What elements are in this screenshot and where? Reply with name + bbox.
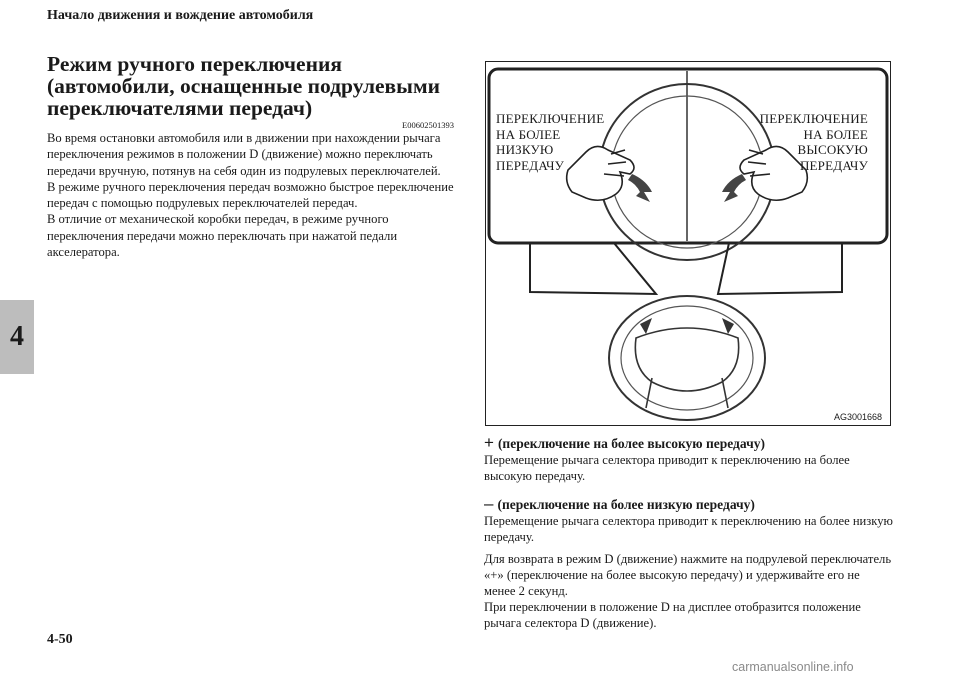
chapter-number: 4 [10, 321, 24, 352]
upshift-heading [484, 433, 765, 453]
downshift-label-line: ПЕРЕДАЧУ [496, 157, 565, 173]
chapter-tab [0, 300, 34, 374]
minus-symbol: – [484, 494, 494, 513]
notes-block [484, 551, 894, 631]
figure-code: AG3001668 [833, 412, 882, 422]
downshift-heading [484, 494, 755, 514]
section-code: E00602501393 [402, 120, 454, 130]
body-paragraph: В отличие от механической коробки передач, в режиме ручного переключения передачи можно переключать при нажатой педали акселератора. [47, 212, 398, 260]
page-number: 4-50 [47, 632, 73, 647]
wheel-spokes [646, 378, 728, 408]
wheel-rim-small-inner [621, 306, 753, 410]
right-arrow-icon [722, 174, 746, 202]
section-title: Режим ручного переключения (автомобили, оснащенные подрулевыми переключателями передач) [47, 52, 440, 120]
upshift-label-line: ПЕРЕКЛЮЧЕНИЕ [759, 111, 868, 126]
downshift-label-line: ПЕРЕКЛЮЧЕНИЕ [496, 111, 605, 126]
note-paragraph: Для возврата в режим D (движение) нажмите на подрулевой переключатель «+» (переключение на более высокую передачу) и удерживайте его не менее 2 секунд. [484, 552, 892, 598]
downshift-label [496, 111, 604, 173]
upshift-label-line: ПЕРЕДАЧУ [799, 157, 868, 173]
downshift-text: Перемещение рычага селектора приводит к переключению на более низкую передачу. [484, 514, 893, 544]
note-paragraph: При переключении в положение D на дисплее отобразится положение рычага селектора D (движение). [484, 600, 861, 630]
downshift-title: (переключение на более низкую передачу) [497, 497, 755, 512]
upshift-label [760, 111, 868, 173]
downshift-label-line: НА БОЛЕЕ [496, 126, 561, 142]
section-body [47, 130, 459, 260]
plus-symbol: + [484, 433, 494, 452]
body-paragraph: Во время остановки автомобиля или в движении при нахождении рычага переключения режимов в положении D (движение) можно переключать передачи вручную, потянув на себя один из подрулевых переключателей. [47, 131, 441, 178]
upshift-title: (переключение на более высокую передачу) [497, 436, 765, 451]
paddle-shifter-figure [485, 61, 891, 426]
upshift-label-line: ВЫСОКУЮ [797, 142, 868, 157]
wheel-rim-small [609, 296, 765, 420]
left-arrow-icon [628, 174, 652, 202]
connector-left [530, 243, 656, 294]
upshift-text: Перемещение рычага селектора приводит к переключению на более высокую передачу. [484, 453, 850, 483]
body-paragraph: В режиме ручного переключения передач возможно быстрое переключение передач с помощью подрулевых переключателей передач. [47, 179, 454, 211]
connector-right [718, 243, 842, 294]
upshift-label-line: НА БОЛЕЕ [803, 126, 868, 142]
downshift-label-line: НИЗКУЮ [496, 142, 554, 157]
running-header: Начало движения и вождение автомобиля [47, 8, 314, 23]
watermark: carmanualsonline.info [732, 660, 854, 674]
